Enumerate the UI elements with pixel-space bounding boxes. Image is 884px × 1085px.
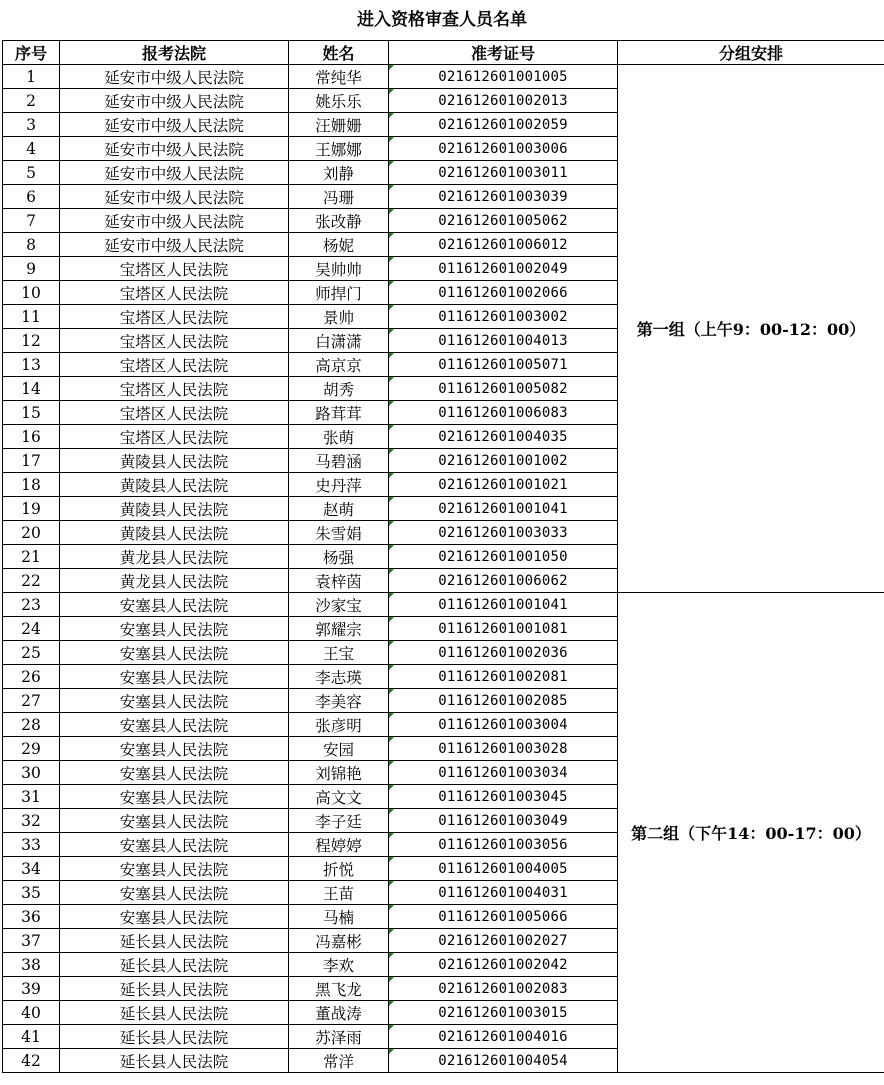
cell-court[interactable]: 安塞县人民法院 (60, 809, 289, 833)
cell-name[interactable]: 王娜娜 (289, 137, 389, 161)
cell-name[interactable]: 刘静 (289, 161, 389, 185)
cell-name[interactable]: 折悦 (289, 857, 389, 881)
cell-name[interactable]: 景帅 (289, 305, 389, 329)
cell-no[interactable]: 32 (3, 809, 60, 833)
header-row (3, 41, 884, 65)
cell-court[interactable]: 黄陵县人民法院 (60, 497, 289, 521)
cell-exam-id[interactable]: 021612601002059 (389, 113, 618, 137)
cell-no[interactable]: 33 (3, 833, 60, 857)
cell-court[interactable]: 宝塔区人民法院 (60, 305, 289, 329)
cell-court[interactable]: 延长县人民法院 (60, 929, 289, 953)
cell-name[interactable]: 胡秀 (289, 377, 389, 401)
cell-exam-id[interactable]: 021612601001050 (389, 545, 618, 569)
cell-exam-id[interactable]: 011612601002081 (389, 665, 618, 689)
header-id[interactable]: 准考证号 (389, 41, 618, 65)
cell-name[interactable]: 安园 (289, 737, 389, 761)
cell-court[interactable]: 黄陵县人民法院 (60, 449, 289, 473)
cell-court[interactable]: 延安市中级人民法院 (60, 89, 289, 113)
candidate-table (2, 40, 884, 1073)
cell-name[interactable]: 李子廷 (289, 809, 389, 833)
cell-exam-id[interactable]: 021612601006012 (389, 233, 618, 257)
cell-exam-id[interactable]: 011612601004031 (389, 881, 618, 905)
cell-exam-id[interactable]: 021612601001005 (389, 65, 618, 89)
cell-court[interactable]: 黄陵县人民法院 (60, 473, 289, 497)
cell-court[interactable]: 安塞县人民法院 (60, 665, 289, 689)
cell-name[interactable]: 苏泽雨 (289, 1025, 389, 1049)
cell-no[interactable]: 7 (3, 209, 60, 233)
cell-court[interactable]: 安塞县人民法院 (60, 593, 289, 617)
cell-name[interactable]: 姚乐乐 (289, 89, 389, 113)
cell-exam-id[interactable]: 021612601001002 (389, 449, 618, 473)
page-title: 进入资格审查人员名单 (357, 10, 527, 30)
cell-name[interactable]: 王宝 (289, 641, 389, 665)
cell-name[interactable]: 张萌 (289, 425, 389, 449)
cell-court[interactable]: 延安市中级人民法院 (60, 185, 289, 209)
cell-name[interactable]: 郭耀宗 (289, 617, 389, 641)
cell-exam-id[interactable]: 011612601001041 (389, 593, 618, 617)
cell-court[interactable]: 宝塔区人民法院 (60, 329, 289, 353)
cell-court[interactable]: 延长县人民法院 (60, 1049, 289, 1073)
cell-court[interactable]: 延安市中级人民法院 (60, 233, 289, 257)
table-body (3, 65, 884, 1073)
cell-name[interactable]: 黑飞龙 (289, 977, 389, 1001)
cell-exam-id[interactable]: 021612601003006 (389, 137, 618, 161)
cell-exam-id[interactable]: 011612601001081 (389, 617, 618, 641)
cell-exam-id[interactable]: 011612601003049 (389, 809, 618, 833)
cell-exam-id[interactable]: 021612601006062 (389, 569, 618, 593)
cell-name[interactable]: 冯嘉彬 (289, 929, 389, 953)
cell-court[interactable]: 延安市中级人民法院 (60, 113, 289, 137)
header-no[interactable]: 序号 (3, 41, 60, 65)
cell-name[interactable]: 李志瑛 (289, 665, 389, 689)
cell-no[interactable]: 19 (3, 497, 60, 521)
cell-court[interactable]: 安塞县人民法院 (60, 689, 289, 713)
cell-no[interactable]: 18 (3, 473, 60, 497)
cell-exam-id[interactable]: 011612601004013 (389, 329, 618, 353)
cell-exam-id[interactable]: 011612601005082 (389, 377, 618, 401)
cell-name[interactable]: 袁梓茵 (289, 569, 389, 593)
cell-no[interactable]: 25 (3, 641, 60, 665)
cell-name[interactable]: 张改静 (289, 209, 389, 233)
cell-court[interactable]: 安塞县人民法院 (60, 857, 289, 881)
cell-exam-id[interactable]: 021612601003033 (389, 521, 618, 545)
cell-name[interactable]: 师捍门 (289, 281, 389, 305)
cell-name[interactable]: 常纯华 (289, 65, 389, 89)
cell-no[interactable]: 11 (3, 305, 60, 329)
cell-no[interactable]: 15 (3, 401, 60, 425)
cell-name[interactable]: 马楠 (289, 905, 389, 929)
header-name[interactable]: 姓名 (289, 41, 389, 65)
cell-court[interactable]: 延安市中级人民法院 (60, 137, 289, 161)
cell-court[interactable]: 安塞县人民法院 (60, 761, 289, 785)
cell-court[interactable]: 黄陵县人民法院 (60, 521, 289, 545)
cell-court[interactable]: 宝塔区人民法院 (60, 377, 289, 401)
cell-no[interactable]: 42 (3, 1049, 60, 1073)
cell-exam-id[interactable]: 011612601003045 (389, 785, 618, 809)
cell-court[interactable]: 安塞县人民法院 (60, 641, 289, 665)
cell-exam-id[interactable]: 011612601003056 (389, 833, 618, 857)
cell-no[interactable]: 38 (3, 953, 60, 977)
cell-exam-id[interactable]: 011612601002049 (389, 257, 618, 281)
cell-no[interactable]: 37 (3, 929, 60, 953)
cell-no[interactable]: 27 (3, 689, 60, 713)
cell-exam-id[interactable]: 011612601006083 (389, 401, 618, 425)
cell-court[interactable]: 延安市中级人民法院 (60, 161, 289, 185)
cell-no[interactable]: 28 (3, 713, 60, 737)
cell-no[interactable]: 5 (3, 161, 60, 185)
cell-court[interactable]: 延长县人民法院 (60, 1025, 289, 1049)
cell-exam-id[interactable]: 011612601003002 (389, 305, 618, 329)
cell-no[interactable]: 34 (3, 857, 60, 881)
cell-no[interactable]: 10 (3, 281, 60, 305)
cell-no[interactable]: 21 (3, 545, 60, 569)
cell-court[interactable]: 延长县人民法院 (60, 1001, 289, 1025)
cell-no[interactable]: 4 (3, 137, 60, 161)
cell-exam-id[interactable]: 011612601002066 (389, 281, 618, 305)
cell-court[interactable]: 宝塔区人民法院 (60, 257, 289, 281)
cell-no[interactable]: 30 (3, 761, 60, 785)
cell-exam-id[interactable]: 011612601005071 (389, 353, 618, 377)
cell-exam-id[interactable]: 011612601005066 (389, 905, 618, 929)
cell-no[interactable]: 8 (3, 233, 60, 257)
cell-exam-id[interactable]: 021612601002042 (389, 953, 618, 977)
cell-name[interactable]: 吴帅帅 (289, 257, 389, 281)
cell-court[interactable]: 安塞县人民法院 (60, 905, 289, 929)
cell-name[interactable]: 李欢 (289, 953, 389, 977)
cell-exam-id[interactable]: 021612601004054 (389, 1049, 618, 1073)
cell-court[interactable]: 安塞县人民法院 (60, 881, 289, 905)
cell-court[interactable]: 安塞县人民法院 (60, 737, 289, 761)
cell-court[interactable]: 安塞县人民法院 (60, 713, 289, 737)
cell-name[interactable]: 张彦明 (289, 713, 389, 737)
cell-exam-id[interactable]: 021612601002013 (389, 89, 618, 113)
cell-name[interactable]: 高文文 (289, 785, 389, 809)
cell-court[interactable]: 延长县人民法院 (60, 977, 289, 1001)
cell-exam-id[interactable]: 021612601001021 (389, 473, 618, 497)
cell-no[interactable]: 36 (3, 905, 60, 929)
cell-name[interactable]: 李美容 (289, 689, 389, 713)
cell-court[interactable]: 宝塔区人民法院 (60, 401, 289, 425)
cell-court[interactable]: 黄龙县人民法院 (60, 569, 289, 593)
cell-name[interactable]: 路茸茸 (289, 401, 389, 425)
cell-court[interactable]: 延安市中级人民法院 (60, 65, 289, 89)
cell-name[interactable]: 赵萌 (289, 497, 389, 521)
cell-no[interactable]: 14 (3, 377, 60, 401)
cell-exam-id[interactable]: 011612601002036 (389, 641, 618, 665)
cell-no[interactable]: 9 (3, 257, 60, 281)
cell-exam-id[interactable]: 021612601005062 (389, 209, 618, 233)
cell-exam-id[interactable]: 011612601002085 (389, 689, 618, 713)
cell-court[interactable]: 延长县人民法院 (60, 953, 289, 977)
cell-no[interactable]: 6 (3, 185, 60, 209)
cell-no[interactable]: 23 (3, 593, 60, 617)
table-row (3, 593, 884, 617)
cell-no[interactable]: 16 (3, 425, 60, 449)
cell-name[interactable]: 杨妮 (289, 233, 389, 257)
cell-exam-id[interactable]: 011612601003028 (389, 737, 618, 761)
cell-court[interactable]: 宝塔区人民法院 (60, 281, 289, 305)
cell-court[interactable]: 安塞县人民法院 (60, 785, 289, 809)
cell-no[interactable]: 17 (3, 449, 60, 473)
cell-exam-id[interactable]: 021612601004035 (389, 425, 618, 449)
cell-exam-id[interactable]: 021612601002027 (389, 929, 618, 953)
cell-name[interactable]: 高京京 (289, 353, 389, 377)
cell-exam-id[interactable]: 011612601004005 (389, 857, 618, 881)
cell-name[interactable]: 刘锦艳 (289, 761, 389, 785)
cell-name[interactable]: 史丹萍 (289, 473, 389, 497)
cell-name[interactable]: 朱雪娟 (289, 521, 389, 545)
cell-name[interactable]: 程婷婷 (289, 833, 389, 857)
cell-no[interactable]: 40 (3, 1001, 60, 1025)
cell-no[interactable]: 2 (3, 89, 60, 113)
table-row (3, 65, 884, 89)
cell-name[interactable]: 汪姗姗 (289, 113, 389, 137)
cell-no[interactable]: 39 (3, 977, 60, 1001)
cell-name[interactable]: 沙家宝 (289, 593, 389, 617)
cell-name[interactable]: 常洋 (289, 1049, 389, 1073)
cell-name[interactable]: 王苗 (289, 881, 389, 905)
cell-name[interactable]: 白潇潇 (289, 329, 389, 353)
cell-no[interactable]: 24 (3, 617, 60, 641)
cell-exam-id[interactable]: 021612601003015 (389, 1001, 618, 1025)
cell-name[interactable]: 马碧涵 (289, 449, 389, 473)
cell-no[interactable]: 41 (3, 1025, 60, 1049)
cell-court[interactable]: 宝塔区人民法院 (60, 425, 289, 449)
cell-exam-id[interactable]: 021612601003011 (389, 161, 618, 185)
cell-no[interactable]: 29 (3, 737, 60, 761)
cell-no[interactable]: 20 (3, 521, 60, 545)
cell-no[interactable]: 1 (3, 65, 60, 89)
cell-group-1[interactable]: 第一组（上午9：00-12：00） (618, 65, 884, 593)
cell-court[interactable]: 延安市中级人民法院 (60, 209, 289, 233)
cell-exam-id[interactable]: 021612601001041 (389, 497, 618, 521)
cell-court[interactable]: 安塞县人民法院 (60, 833, 289, 857)
cell-exam-id[interactable]: 011612601003034 (389, 761, 618, 785)
cell-no[interactable]: 13 (3, 353, 60, 377)
cell-court[interactable]: 黄龙县人民法院 (60, 545, 289, 569)
cell-no[interactable]: 35 (3, 881, 60, 905)
cell-court[interactable]: 宝塔区人民法院 (60, 353, 289, 377)
cell-no[interactable]: 22 (3, 569, 60, 593)
cell-name[interactable]: 董战涛 (289, 1001, 389, 1025)
cell-exam-id[interactable]: 011612601003004 (389, 713, 618, 737)
cell-no[interactable]: 26 (3, 665, 60, 689)
cell-exam-id[interactable]: 021612601003039 (389, 185, 618, 209)
cell-name[interactable]: 冯珊 (289, 185, 389, 209)
header-group[interactable]: 分组安排 (618, 41, 884, 65)
cell-exam-id[interactable]: 021612601004016 (389, 1025, 618, 1049)
cell-exam-id[interactable]: 021612601002083 (389, 977, 618, 1001)
cell-name[interactable]: 杨强 (289, 545, 389, 569)
cell-no[interactable]: 3 (3, 113, 60, 137)
cell-no[interactable]: 31 (3, 785, 60, 809)
header-court[interactable]: 报考法院 (60, 41, 289, 65)
cell-no[interactable]: 12 (3, 329, 60, 353)
cell-court[interactable]: 安塞县人民法院 (60, 617, 289, 641)
cell-group-2[interactable]: 第二组（下午14：00-17：00） (618, 593, 884, 1073)
